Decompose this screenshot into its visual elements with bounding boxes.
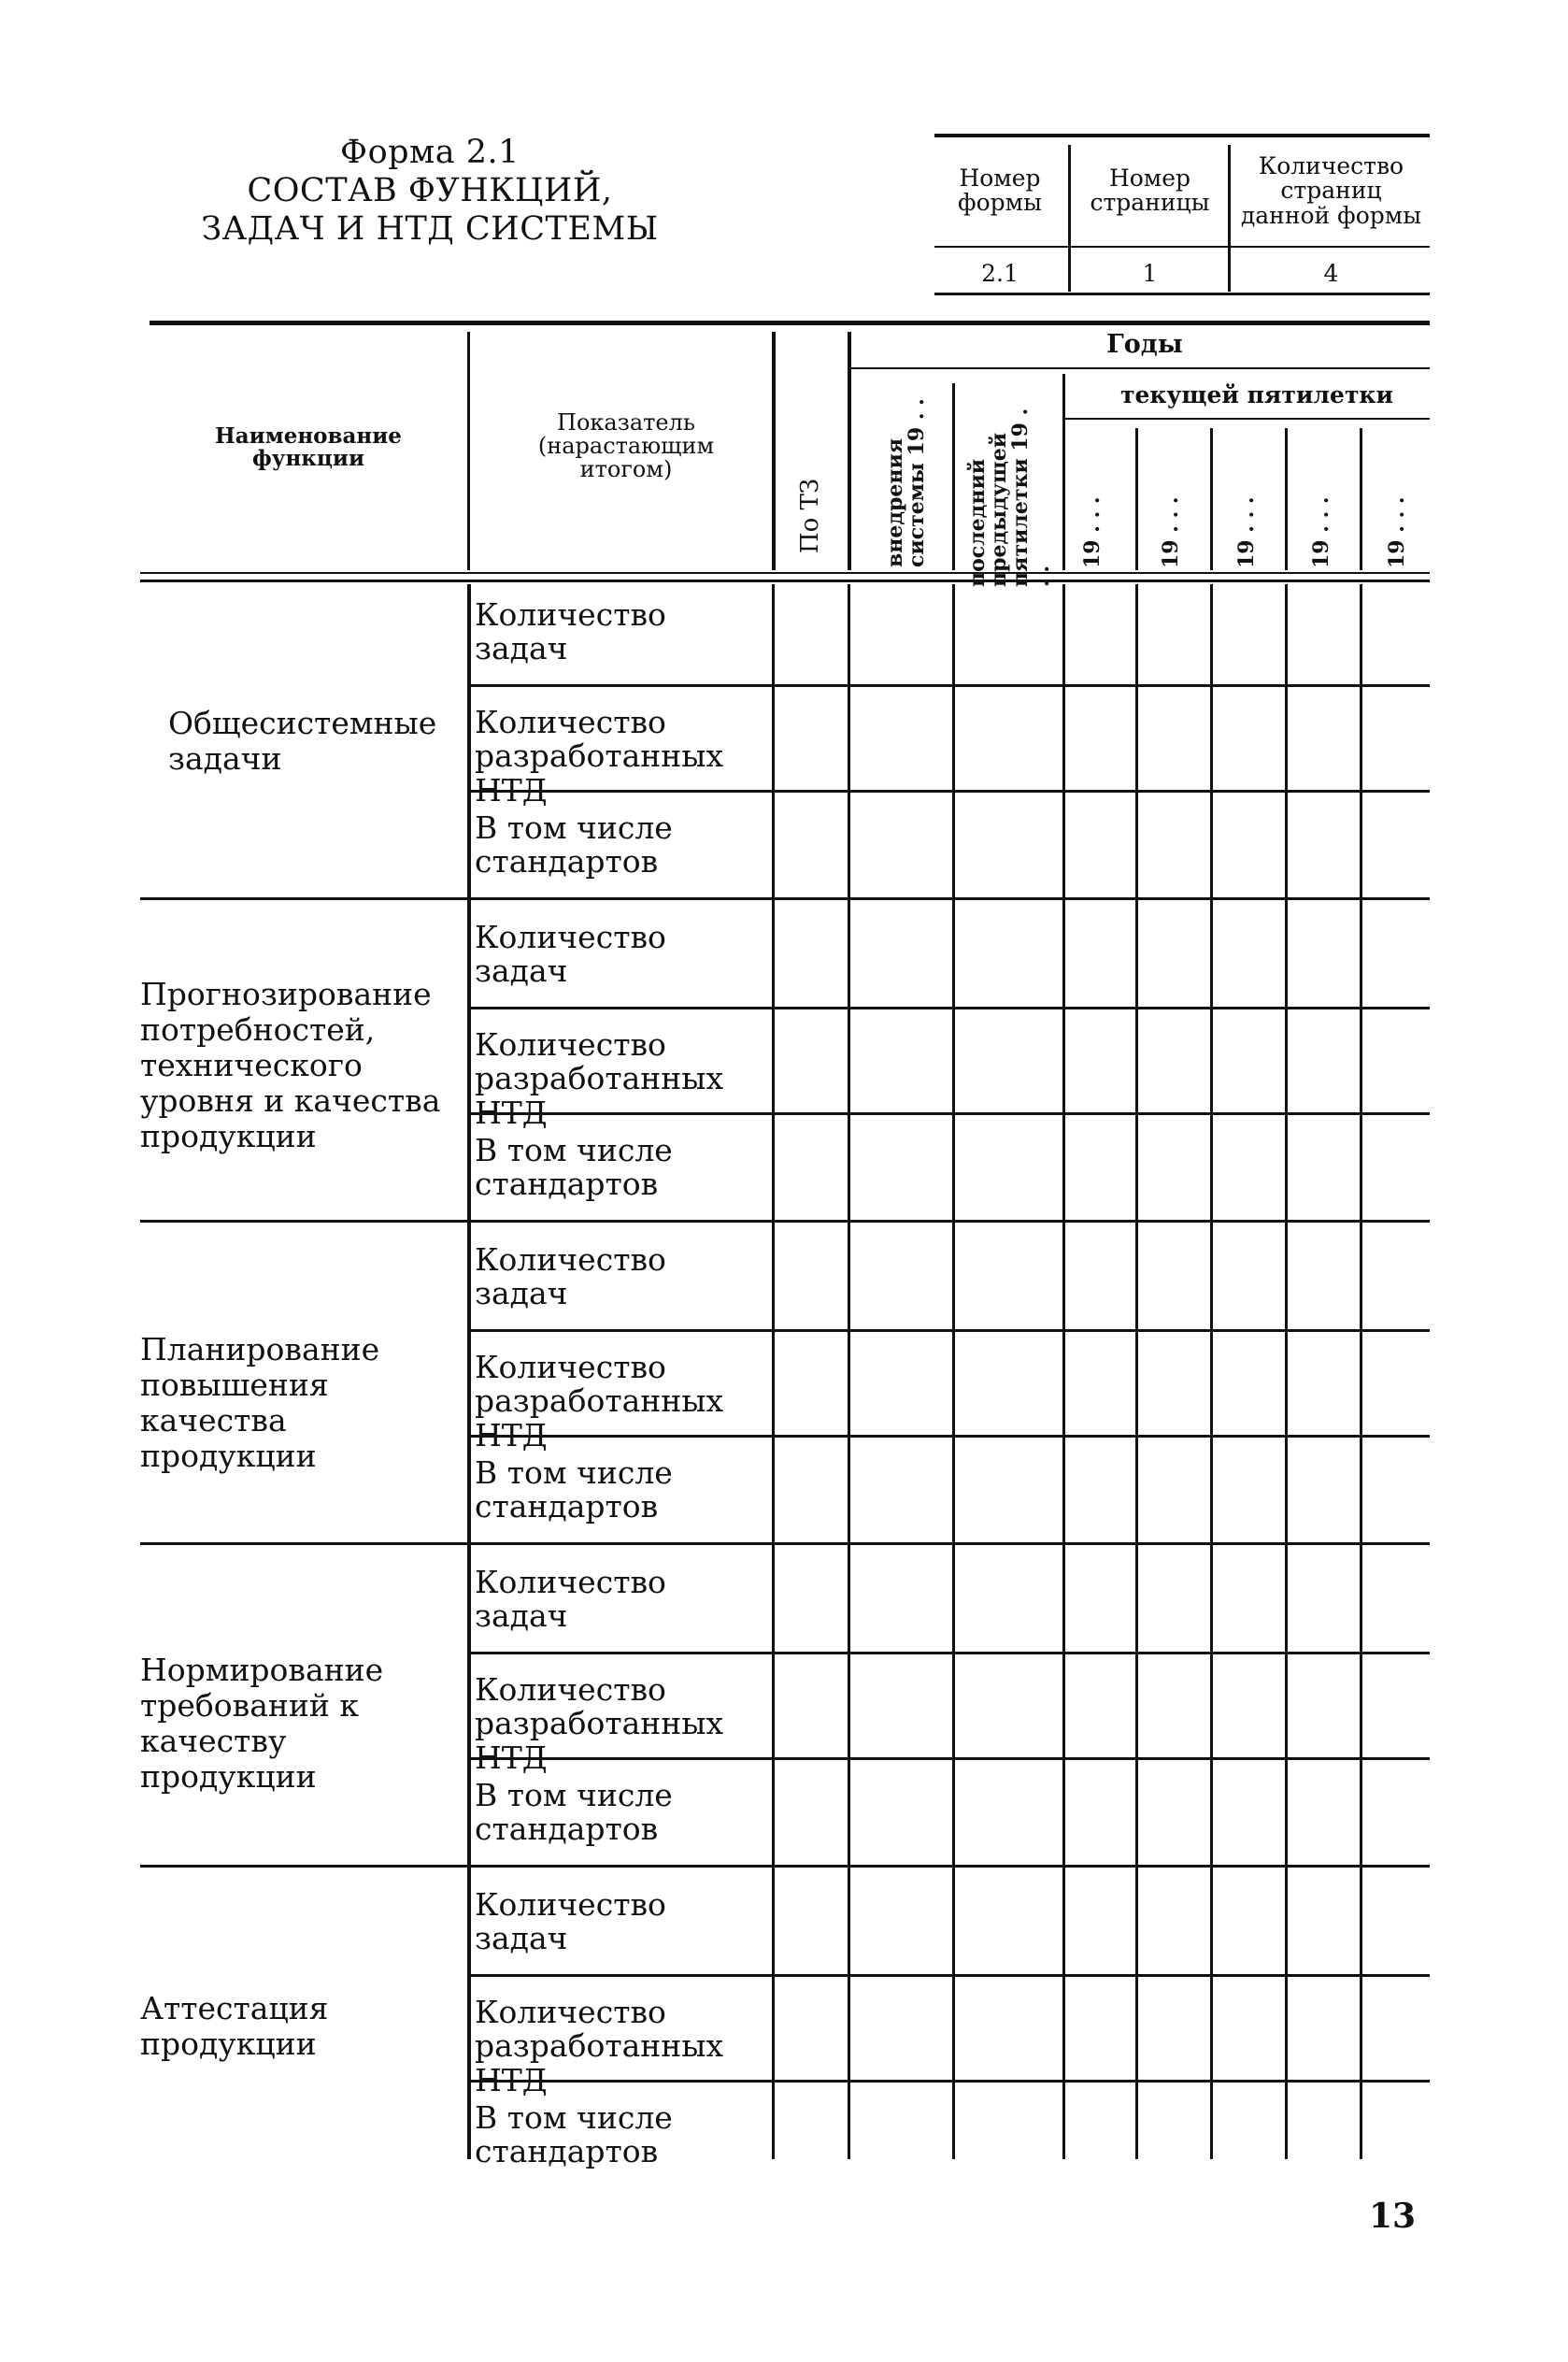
indicator-cell: Количество задач [475,1886,666,1957]
current-plan-header: текущей пятилетки [1119,381,1394,408]
form-number-title: Форма 2.1 [340,134,520,171]
indicator-cell: В том числе стандартов [475,1132,673,1203]
function-name: Общесистемные задачи [168,705,437,777]
by-tz-column-header: По ТЗ [796,478,824,554]
indicator-cell: Количество задач [475,1564,666,1635]
indicator-column-header: Показатель (нарастающим итогом) [537,409,715,483]
page-number-header: Номер страницы [1090,165,1210,217]
year-column-header-1: 19 . . . [1080,496,1105,568]
indicator-cell: В том числе стандартов [475,1777,673,1848]
function-name: Прогнозирование потребностей, технического уровня и качества продукции [140,976,441,1154]
page-count-header: Количество страниц данной формы [1240,152,1422,229]
indicator-cell: Количество задач [475,1241,666,1312]
indicator-cell: Количество разработанных НТД [475,1994,724,2098]
function-name: Аттестация продукции [140,1990,329,2062]
year-column-header-3: 19 . . . [1234,496,1259,568]
indicator-cell: Количество задач [475,596,666,667]
function-name: Нормирование требований к качеству продукции [140,1652,384,1795]
indicator-cell: Количество задач [475,919,666,990]
previous-plan-column-header: последний предыдущей пятилетки 19 . . . [965,408,1055,587]
indicator-cell: Количество разработанных НТД [475,1026,724,1131]
function-column-header: Наименование функции [215,423,402,472]
indicator-cell: В том числе стандартов [475,809,673,880]
indicator-cell: В том числе стандартов [475,1454,673,1525]
page-number: 13 [1369,2197,1417,2236]
form-title-line3: ЗАДАЧ И НТД СИСТЕМЫ [201,209,659,248]
form-title-line2: СОСТАВ ФУНКЦИЙ, [247,171,613,209]
page-number-value: 1 [1142,260,1158,287]
indicator-cell: Количество разработанных НТД [475,1671,724,1776]
form-title [140,134,720,249]
year-column-header-2: 19 . . . [1159,496,1183,568]
page-count-value: 4 [1323,260,1339,287]
indicator-cell: Количество разработанных НТД [475,704,724,809]
form-number-header: Номер формы [958,165,1042,217]
indicator-cell: Количество разработанных НТД [475,1349,724,1453]
implementation-column-header: внедрения системы 19 . . [883,398,930,567]
years-header: Годы [1106,330,1183,359]
indicator-cell: В том числе стандартов [475,2099,673,2170]
year-column-header-4: 19 . . . [1309,496,1333,568]
function-name: Планирование повышения качества продукции [140,1331,380,1474]
year-column-header-5: 19 . . . [1385,496,1409,568]
form-number-value: 2.1 [981,260,1019,287]
